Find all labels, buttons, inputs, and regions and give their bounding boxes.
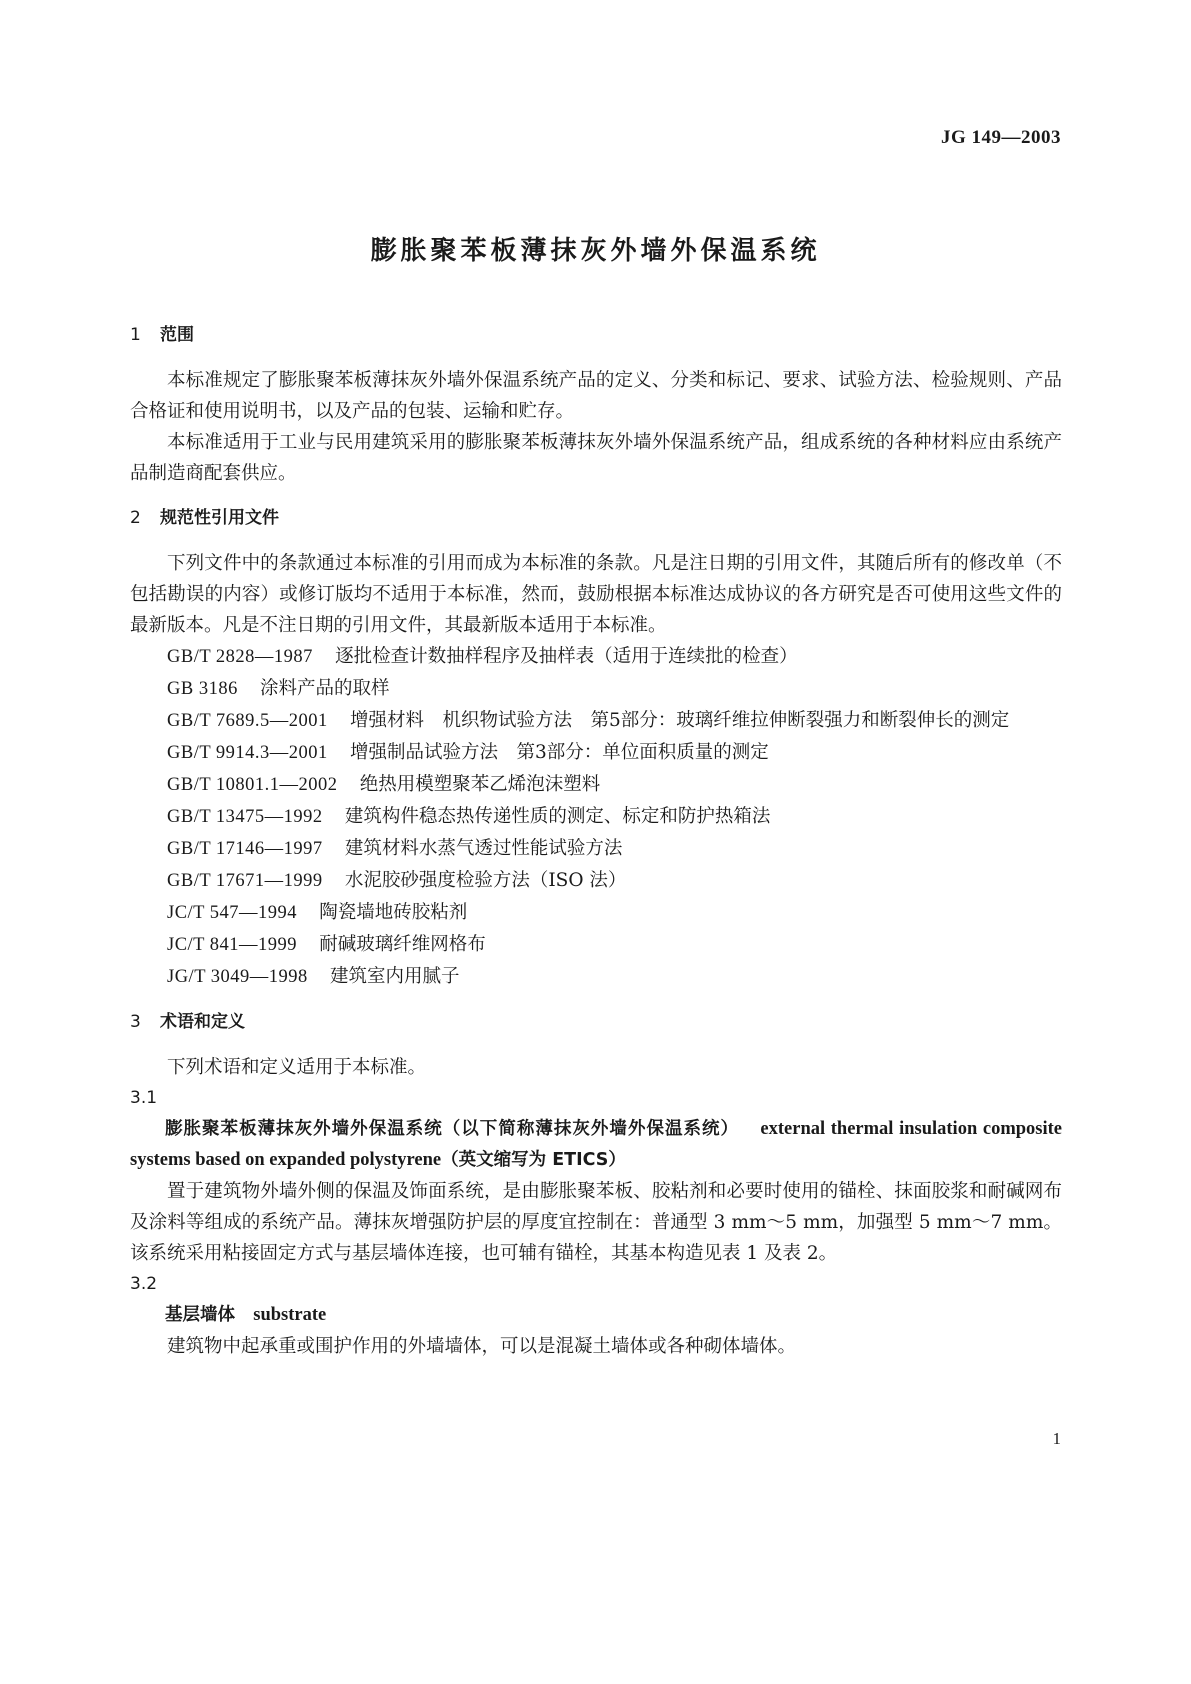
clause-3-2-term [130, 1300, 1062, 1331]
clause-3-1-term-en: external thermal insulation composite systems based on expanded polystyrene [130, 1119, 1062, 1170]
clause-3-2-term-cn: 基层墙体 [165, 1305, 235, 1325]
section-1-heading [130, 320, 1062, 351]
clause-3-1-term-cn: 膨胀聚苯板薄抹灰外墙外保温系统（以下简称薄抹灰外墙外保温系统） [165, 1119, 740, 1139]
reference-code: GB/T 17671—1999 [167, 871, 323, 891]
reference-item [130, 641, 1062, 673]
section-2-number: 2 [130, 508, 141, 528]
clause-3-2-term-en: substrate [253, 1305, 327, 1325]
document-title: 膨胀聚苯板薄抹灰外墙外保温系统 [370, 236, 821, 266]
reference-code: GB/T 10801.1—2002 [167, 775, 338, 795]
clause-3-1-number: 3.1 [130, 1088, 158, 1108]
reference-item [130, 737, 1062, 769]
section-3-intro: 下列术语和定义适用于本标准。 [167, 1057, 427, 1078]
section-3-number: 3 [130, 1012, 141, 1032]
page-number: 1 [1052, 1429, 1061, 1448]
reference-code: JG/T 3049—1998 [167, 967, 308, 987]
reference-item [130, 673, 1062, 705]
reference-title: 建筑室内用腻子 [329, 966, 460, 987]
reference-item [130, 801, 1062, 833]
reference-title: 耐碱玻璃纤维网格布 [319, 934, 486, 955]
reference-code: JC/T 547—1994 [167, 903, 298, 923]
reference-title: 增强材料 机织物试验方法 第5部分：玻璃纤维拉伸断裂强力和断裂伸长的测定 [350, 710, 1010, 731]
reference-code: GB/T 7689.5—2001 [167, 711, 328, 731]
reference-title: 水泥胶砂强度检验方法（ISO 法） [344, 870, 627, 891]
reference-code: GB 3186 [167, 679, 238, 699]
reference-title: 绝热用模塑聚苯乙烯泡沫塑料 [359, 774, 601, 795]
clause-3-1-term [130, 1114, 1062, 1176]
reference-title: 逐批检查计数抽样程序及抽样表（适用于连续批的检查） [335, 646, 798, 667]
section-3-heading [130, 1007, 1062, 1038]
reference-item [130, 865, 1062, 897]
reference-item [130, 929, 1062, 961]
standard-code: JG 149—2003 [940, 127, 1061, 148]
reference-item [130, 833, 1062, 865]
clause-3-2-number: 3.2 [130, 1274, 158, 1294]
reference-item [130, 897, 1062, 929]
section-2-heading [130, 503, 1062, 534]
reference-title: 建筑构件稳态热传递性质的测定、标定和防护热箱法 [344, 806, 771, 827]
clause-3-1-term-abbr: （英文缩写为 ETICS） [441, 1150, 626, 1170]
reference-item [130, 961, 1062, 993]
clause-3-1-definition: 置于建筑物外墙外侧的保温及饰面系统，是由膨胀聚苯板、胶粘剂和必要时使用的锚栓、抹面胶浆和耐碱网布及涂料等组成的系统产品。薄抹灰增强防护层的厚度宜控制在：普通型 3 mm～5 mm，加强型 5 mm～7 mm。该系统采用粘接固定方式与基层墙体连接，也可辅有锚栓，其基本构造见表 1 及表 2。 [130, 1181, 1062, 1264]
section-1-paragraph: 本标准规定了膨胀聚苯板薄抹灰外墙外保温系统产品的定义、分类和标记、要求、试验方法、检验规则、产品合格证和使用说明书，以及产品的包装、运输和贮存。 [130, 370, 1062, 422]
section-1-paragraph: 本标准适用于工业与民用建筑采用的膨胀聚苯板薄抹灰外墙外保温系统产品，组成系统的各种材料应由系统产品制造商配套供应。 [130, 432, 1062, 484]
reference-title: 陶瓷墙地砖胶粘剂 [319, 902, 468, 923]
reference-item [130, 705, 1062, 737]
reference-code: GB/T 2828—1987 [167, 647, 313, 667]
reference-title: 涂料产品的取样 [260, 678, 390, 699]
section-3-title: 术语和定义 [160, 1012, 245, 1032]
section-1-number: 1 [130, 325, 141, 345]
reference-item [130, 769, 1062, 801]
document-body [130, 320, 1062, 1362]
reference-title: 建筑材料水蒸气透过性能试验方法 [344, 838, 623, 859]
reference-code: GB/T 9914.3—2001 [167, 743, 328, 763]
section-1-title: 范围 [160, 325, 194, 345]
reference-code: GB/T 13475—1992 [167, 807, 323, 827]
reference-code: JC/T 841—1999 [167, 935, 298, 955]
reference-title: 增强制品试验方法 第3部分：单位面积质量的测定 [350, 742, 769, 763]
clause-3-2-definition: 建筑物中起承重或围护作用的外墙墙体，可以是混凝土墙体或各种砌体墙体。 [167, 1336, 797, 1357]
section-2-title: 规范性引用文件 [160, 508, 279, 528]
reference-code: GB/T 17146—1997 [167, 839, 323, 859]
section-2-intro: 下列文件中的条款通过本标准的引用而成为本标准的条款。凡是注日期的引用文件，其随后所有的修改单（不包括勘误的内容）或修订版均不适用于本标准，然而，鼓励根据本标准达成协议的各方研究是否可使用这些文件的最新版本。凡是不注日期的引用文件，其最新版本适用于本标准。 [130, 553, 1062, 636]
